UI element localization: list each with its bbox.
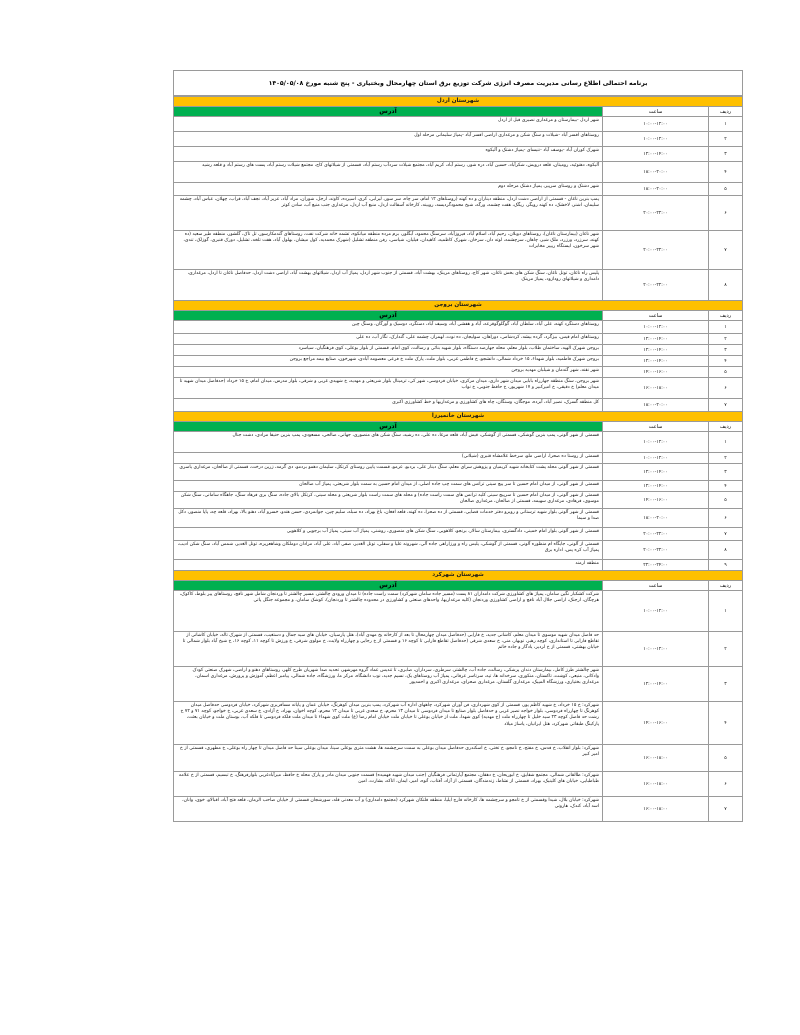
row-time: ۱۲:۰۰-۱۴:۰۰ [602, 464, 708, 480]
county-title: شهرستان خانمیرزا [174, 411, 742, 422]
table-row [174, 492, 742, 509]
row-index: ۵ [708, 492, 742, 508]
row-time: ۱۲:۰۰-۱۴:۰۰ [602, 147, 708, 161]
header-index: ردیف [708, 422, 742, 431]
table-row [174, 367, 742, 378]
row-time: ۱۸:۰۰-۲۰:۰۰ [602, 162, 708, 182]
row-index: ۷ [708, 528, 742, 540]
row-time: ۱۴:۰۰-۱۶:۰۰ [602, 367, 708, 377]
row-address: قسمتی از شهر آلونی، پمپ بنزین گوشکی، قسمتی از گوشکی، قیش آباد، قلعه مرغا، ده علی، ده رشید، سنگ شکن های منصوری، جهانی، صالحی، مسعودی، پمپ بنزین حنیفا مرادی، دشت جنال [232, 433, 599, 438]
header-index: ردیف [708, 311, 742, 320]
row-index: ۱ [708, 432, 742, 452]
table-row [174, 591, 742, 632]
row-address: شهر بروجن، سنگ منطقه جهارراه بابایی میدان شهر داری، میدان مرکزی، خیابان فردوسی، شهر کی، ترمینال بلوار شریعتی و مهدیه، خ شهیدی غربی و شرقی، بلوار مدرس، میدان امام، خ ۱۵ خرداد (حدفاصل میدان شهید تا میدان معلم) خ دقیقی، خ امیرکبیر و ۱۷ شهریور، خ حافظ جنوبی، خ نواب [179, 379, 599, 391]
row-time: ۲۰:۰۰-۲۲:۰۰ [602, 231, 708, 269]
row-index: ۷ [708, 797, 742, 821]
row-time: ۱۸:۰۰-۲۰:۰۰ [602, 399, 708, 411]
row-address: پلیس راه ناغان، تونل ناغان، سنگ شکن های بخش ناغان، شهر کاج، روستاهای مرینک، بهشت آباد، قسمتی از جنوب شهر اردل، پمپاژ آب اردل، شیلاتهای بهشت آباد، اراضی دشت اردل، حدفاصل ناغان تا اردل، مرغداری، دامداری و شیلاتهای رودازود، پمپاژ مرینک [187, 271, 599, 283]
row-address: بروجن شهرک فاطمیه، بلوار شهداء، ۱۵ خرداد شمالی، دانشجو، خ فاطمی غربی، بلوار ملت، پارک ملت خ فرعی معصومه آبادی، شهرخون، صنایع بیمه مراجع بروجن [289, 357, 599, 362]
row-time: ۲۰:۰۰-۲۲:۰۰ [602, 270, 708, 300]
row-index: ۱ [708, 591, 742, 631]
row-address: بروجن شهرک الهیه، ساختمان طلاب، بلوار معلم، محله جهارصد دستگاه، بلوار شهید بنائی و رسالت، کوی امام، قسمتی از بلوار بوعلی، کوی فرهنگیان، سیاسرد [298, 346, 599, 351]
table-row [174, 183, 742, 196]
row-address: شهر نقنه، شهر گندمان و شیلبان مهدیه بروجن [511, 368, 599, 373]
row-time: ۱۶:۰۰-۱۸:۰۰ [602, 797, 708, 821]
row-index: ۳ [708, 464, 742, 480]
row-address: شهرکرد: خ ۱۵ خرداد، خ شهید کاظم پور، قسمتی از کوی شهرداری، فن آوران شهرکرد، چاههای اداره آب شهرکرد، پمپ بنزین میدان کوهرنگ، خیابان عمان و پایانه مسافربری شهرکرد، خیابان فردوسی حدفاصل میدان کوهرنگ تا چهارراه فردوسی، بلوار خواجه نصیر غربی و حدفاصل بلوار صنایع تا میدان فردوسی تا میدان ۱۳ محرم، خ سعدی غربی تا میدان ۱۳ محرم، کوچه اخوان، بهزاد، خ آزادی، خ سعدی غربی، خ خواجو، کوچه ۷۱ و ۷۲ خ رشت حد فاصل کوچه ۲۳ سید خلیل تا چهارراه ملت (خ مهدیه) کوی شهدا، ملت از خیابان بوعلی تا خیابان ملت خیابان امام رضا (ع) ملت کوی شهداء تا میدان ملت فلکه فردوسی تا فلکه آب، بوستان ملت و خیابان بعثت، پارکینگ طبقاتی شهرکرد، هتل ایرانیان، پاساژ میلاد [180, 703, 599, 727]
row-address: شهرک کوران آباد -یوسف آباد -ننیسای -پمپاژ دشتک و آلیکوه [485, 148, 599, 153]
row-time: ۱۰:۰۰-۱۲:۰۰ [602, 321, 708, 333]
header-time: ساعت [602, 107, 708, 116]
row-index: ۴ [708, 702, 742, 744]
row-index: ۸ [708, 541, 742, 559]
row-address: آلیکوه، دهنوئیه، رومیتان، قلعه درویش، شکرآباد، حسین آباد، دره شور، رستم آباد، کریم آباد، مجتمع شیلات سردآب رستم آباد، قسمتی از شیلاتهای کاج، مجتمع شیلات رستم آباد، پست های رستم آباد و قلعه رشید [202, 163, 599, 168]
row-index: ۱ [708, 321, 742, 333]
row-address: قسمتی از شهر آلونی محله پشت کتابخانه شهید کریمیان و پژوهش سرای معلم، سنگ دینار علی، بردبو، عرمو، قسمت پایین روستای کرتکل، سلیمان دهمو بردمو، دی گرمه، زرین درخت، قسمتی از صالحان، مرغداری یاسری [179, 465, 599, 470]
row-index: ۲ [708, 132, 742, 146]
table-row [174, 345, 742, 356]
row-time: ۱۰:۰۰-۱۲:۰۰ [602, 632, 708, 666]
row-address: قسمتی از شهر آلونی، از میدان امام حسین تا سر پیچ سینی ترانس های سمت چپ جاده اصلی، از میدان امام حسین به سمت بلوار شریعتی، پمپاژ آب صالحان [299, 482, 599, 487]
row-index: ۲ [708, 334, 742, 344]
row-index: ۲ [708, 632, 742, 666]
row-address: روستاهای امام قیس، بیژگرد، گرده بیشه، کردشامی، دوراهان، سولیجان، ده نوت، لهمراز، چشمه علی، گندارک، نگار آب، ده علی [356, 335, 599, 340]
row-time: ۱۶:۰۰-۱۸:۰۰ [602, 772, 708, 796]
header-index: ردیف [708, 107, 742, 116]
county-title: شهرستان شهرکرد [174, 570, 742, 581]
row-time: ۱۶:۰۰-۱۸:۰۰ [602, 378, 708, 398]
row-index: ۵ [708, 367, 742, 377]
row-address: شهر دشتک و روستای سرپیر، پمپاژ دشتک مرحله دوم [498, 184, 599, 189]
row-address: قسمتی از شهر آلونی، از میدان امام حسین تا سرپیچ سینی کلیه ترانس های سمت راست جاده) و محله های سمت راست بلوار شریعتی و محله سینی، کرتکل بالای جاده، سنگ بری فرهاد سنگ، جاهگاه سامانی، سنگ شکن موسوی، فرهادی، مرغداری سهیمه، قسمتی از صالحان، مرغداری صالحان [180, 493, 599, 505]
sections-container [174, 96, 742, 821]
row-time: ۱۰:۰۰-۱۲:۰۰ [602, 132, 708, 146]
table-row [174, 132, 742, 147]
row-address: شهرکرد: خیابان بلال، شیدا وقسمتی از خ تامجو و سرچشمه ها، کارخانه فارج ایلیا، منطقه فلتکان شهرکرد (مجتمع دامداری) و آب معدنی قله، سورشجان قسمتی از خیابان صاحب الزمان، قلعه فتح آباد، اقبالاو، خوی، وانان، اسد آباد، کندک، هارونی [182, 798, 599, 810]
row-time: ۱۸:۰۰-۲۰:۰۰ [602, 509, 708, 527]
table-row [174, 231, 742, 270]
row-index: ۷ [708, 231, 742, 269]
table-row [174, 702, 742, 745]
table-row [174, 464, 742, 481]
row-index: ۶ [708, 509, 742, 527]
row-index: ۵ [708, 745, 742, 771]
header-index: ردیف [708, 581, 742, 590]
table-row [174, 453, 742, 464]
row-address: قسمتی از شهر آلونی بلوار امام خمینی، دادگستری، بیمارستان سالار، برنجو، کلاهویی، سنگ شکن های منصوری، روشنی، پمپاژ آب سینی، پمپاژ آب برجویی و کلاهویی [286, 529, 599, 534]
table-header [174, 422, 742, 432]
row-time: ۱۲:۰۰-۱۴:۰۰ [602, 356, 708, 366]
row-time: ۲۰:۰۰-۲۲:۰۰ [602, 196, 708, 230]
header-address: آدرس [174, 107, 602, 116]
row-address: شهر چالشتر طرز کامل، بیمارستان دندان پزشکی، رسالت، جاده آب، چالشتر، سرطری، سرداران، صابری، تا تندیس عماد گروه مهرشهر، تحدید صدا شهریان طرح کلهر، روستاهای دهنو و اراضی، شهرک صنعتی کودک وادکانی، منیعی، کوشت، تاکستان، منکوری، سرخدانه ها، تپه، سرتاسر عرفانی، پمپاژ آب روستاهای یک، نسیم جدید، نوب دانشگاه، مرکز ما، ورزشگاه، جاده شمالی، پیامبر اعظم، آموزش و پرورش، مرغداری اسمان، مرغداری بختیاری، ورزشگاه المپیک، مرغداری گلستان، مرغداری صحرای، مرغداری اکبری و احمدپور [192, 668, 599, 686]
row-address: شهرکرد: بلوار انقلاب، خ فدس، خ مفتح، خ نامجو، خ تختی، خ اسکندری حدفاصل میدان بوعلی به سمت سرچشمه ها، هشت متری بوعلی سینا، میدان بوعلی سینا حد فاصل میدان تا چهار راه بوعلی، خ مطهری، قسمتی از خ امیر کبیر [179, 746, 599, 758]
row-address: شهرکرد: طالقانی شمالی، مجتمع شقایق، خ ابوریحان، خ دهقان، مجتمع آپارتمانی فرهنگیان (جنب میدان شهید فهمیده) قسمت جنوبی میدان مادر و پارک محله خ حافظ، میرآبادغربی بلوارفرهنگ، خ تبسیم، قسمتی از خ علامه طباطبایی، خیابان های کلینیک، بهزاد، قسمتی از نشاط، زندمندگان، قسمتی از آزاد، آفتاب، آتوه، امیر، ایمان، اتاکه، بشارت، امین [178, 773, 599, 785]
table-row [174, 667, 742, 702]
row-time: ۱۰:۰۰-۱۲:۰۰ [602, 591, 708, 631]
county-section [174, 300, 742, 411]
table-row [174, 162, 742, 183]
header-time: ساعت [602, 581, 708, 590]
table-row [174, 772, 742, 797]
row-index: ۵ [708, 183, 742, 195]
row-time: ۱۰:۰۰-۱۲:۰۰ [602, 432, 708, 452]
row-index: ۳ [708, 667, 742, 701]
row-address: شهر ناغان (بیمارستان ناغان)، روستاهای دوبلان، رحیم آباد، اسلام آباد، فیروزآباد، سرسنگ محمود، آبگلور، برم مرده منطقه میانکوه، تشمه خانه شرکت نفت، روستاهای گندمکارسور، تل تاک، گلشور، منطقه طیر سعید (ده کهنه، سرزرد، ورزرد، ملک شیر، چاهان، سرچشمه، لوته دان، سرخان، شهرک کاظمیه، کاهیدان، فیلیان، شیاسی، رفن منطقه تشلیل (شهرک محمدیه، کول میشان، بهلول آباد، هفت تلخه، تشلیل، دورک قنبری، گوزلک، تندی، شهر سرخون، ایستگاه ریپیر مخابرات [183, 232, 599, 250]
row-index: ۳ [708, 147, 742, 161]
row-time: ۱۲:۰۰-۱۴:۰۰ [602, 667, 708, 701]
header-address: آدرس [174, 422, 602, 431]
header-time: ساعت [602, 311, 708, 320]
header-address: آدرس [174, 311, 602, 320]
row-address: روستاهای افسر آباد -شیلات و سنگ شکن و مرغداری اراضی افسر آباد -پمپاژ سلیمانی مرحله اول [414, 133, 599, 138]
table-header [174, 107, 742, 117]
row-index: ۶ [708, 196, 742, 230]
row-time: ۱۲:۰۰-۱۴:۰۰ [602, 334, 708, 344]
county-section [174, 411, 742, 570]
row-time: ۱۰:۰۰-۱۲:۰۰ [602, 117, 708, 131]
row-address: حد فاصل میدان شهید موسوی تا میدان معلم، کاشانی جدید، خ فارابی (حدفاصل میدان چهارمحال تا بعد از کارخانه یخ مهدی آباد)، هتل پارسیان، خیابان های سید جمال و دستغیب، قسمتی از شهرک تاله، خیابان کاشانی از تقاطع فارابی تا استانداری، کوچه رهبر، نوبهار، منی، خ سعدی شرقی (حدفاصل تقاطع فارابی تا کوچه ۱۶ و قسمتی از خ رجایی و چهارراه ولایت، خ مولوی شرقی، خ ورزش تا کوچه ۱۱، کوچه ۱۶، خ شیخ آباد بلوار شمالی تا خیابان بهشتی، قسمتی از خ لردیر، یادگار و جاده خاتم [182, 633, 599, 651]
table-row [174, 196, 742, 231]
row-address: روستاهای دستگرد کهنه، علی آباد، سلطان آباد، گوگلوگوقرعه، آباد و هفشی آباد، وسیف آباد، دستگرد، دوسیک و آورگان، وسنگ چین [351, 322, 599, 327]
table-row [174, 321, 742, 334]
row-index: ۲ [708, 453, 742, 463]
county-title: شهرستان بروجن [174, 300, 742, 311]
row-index: ۴ [708, 162, 742, 182]
county-section [174, 96, 742, 300]
table-row [174, 270, 742, 300]
county-section [174, 570, 742, 821]
row-index: ۴ [708, 356, 742, 366]
row-address: شهر اردل -بیمارستان و مرغداری نصیری قبل از اردل [498, 118, 599, 123]
row-index: ۷ [708, 399, 742, 411]
header-time: ساعت [602, 422, 708, 431]
table-row [174, 797, 742, 821]
row-time: ۱۶:۰۰-۱۸:۰۰ [602, 745, 708, 771]
row-time: ۱۴:۰۰-۱۶:۰۰ [602, 702, 708, 744]
row-time: ۱۲:۰۰-۱۴:۰۰ [602, 481, 708, 491]
table-row [174, 399, 742, 411]
row-address: شرکت کشکبار نگین سامان، پمپاژ های کشاورزی شرکت دامداران ۸۱ پست (مسیر جاده سامان شهرکرد) سمت راست جاده) تا میدان ورودی چالشتر، مسیر چالشتر تا وردنجان شامل شهر نافچ، روستاهای پیر بلوط، کاکوک، هرچگان، ارجنک، اراضی جلال آباد نافچ و اراضی کشاورزی وردنجان (کلیه مرغداریها، واحدهای صنعتی و کشاورزی در محدوده چالشتر تا وردنجان)، کوشک سامان، و مجموعه جنگل پاتی [179, 592, 599, 604]
row-index: ۴ [708, 481, 742, 491]
row-index: ۶ [708, 772, 742, 796]
row-address: پمپ بنزین ناغان - قسمتی از اراضی دشت اردل، منطقه دیناران و ده کهنه (روستاهای ۱۲ امام، سر چاه، سر سور، لیرابی، کری، اسپرده، کاوند، ارجل، شوران، مراد آباد، عزیز آباد، نجف آباد، قراب، چهلان، عباس آباد، چشمه سلیمان، اشنر، لاخشک، ده کهنه رویگر، ریگک، هفت چشمه، ورگه، شیخ محمودگردیسه، رویینه، کارخانه آسفالت اردل، منبع آب اردل، مرغداری جنب منبع آب، سادن کوتر [179, 197, 599, 209]
table-header [174, 581, 742, 591]
row-address: کل منطقه گسرک، نصیر آباد، آبرده، موجگان، وسنگان، چاه های کشاورزی و مرغداریها و خط کشاورزی اکبری [392, 400, 599, 405]
row-address: منطقه ارمند [575, 561, 599, 566]
row-address: قسمتی از آلونی، جایگاه ام منظوره آلونی، قسمتی از گوشکی، پلیس راه و ورزاراهی جاده آلی، شهرونه علیا و سفلی، تونل الغدیر، صفی آباد، علی آباد، مرادان دوملکان وشاهعزیزه، تونل الغدیر، شمس آباد، سنگ شکن ادیب، پمپاژ آب کره پس، اداره برق [177, 542, 599, 554]
table-row [174, 432, 742, 453]
row-index: ۳ [708, 345, 742, 355]
table-row [174, 528, 742, 541]
county-title: شهرستان اردل [174, 96, 742, 107]
row-time: ۲۰:۰۰-۲۲:۰۰ [602, 528, 708, 540]
header-address: آدرس [174, 581, 602, 590]
table-row [174, 541, 742, 560]
row-time: ۲۰:۰۰-۲۲:۰۰ [602, 541, 708, 559]
table-row [174, 356, 742, 367]
table-row [174, 560, 742, 570]
table-row [174, 745, 742, 772]
row-index: ۹ [708, 560, 742, 570]
table-row [174, 334, 742, 345]
announcement-sheet [173, 70, 743, 822]
row-time: ۱۴:۰۰-۱۶:۰۰ [602, 492, 708, 508]
row-time: ۱۲:۰۰-۱۴:۰۰ [602, 345, 708, 355]
row-time: ۱۸:۰۰-۲۰:۰۰ [602, 183, 708, 195]
table-row [174, 378, 742, 399]
row-address: قسمتی از شهر آلونی بلوار شهید ترستانی و روبرو دفتر خدمات قضایی، قسمتی از ده صحرا، ده کهنه، قلعه افغان، باغ بهراد، ده سبله، سلیم چین، جوانمردی، حسن هندو، خسرو آباد، دهنو بالا، بهراد، قلعه چه، پاپا منصور، دکل صدا و سیما [178, 510, 599, 522]
table-row [174, 632, 742, 667]
table-row [174, 147, 742, 162]
table-row [174, 117, 742, 132]
document-title: برنامه احتمالی اطلاع رسانی مدیریت مصرف انرژی شرکت توزیع برق استان چهارمحال وبختیاری - پنج شنبه مورخ ۱۴۰۵/۰۵/۰۸ [174, 71, 742, 96]
row-time: ۲۲:۰۰-۲۴:۰۰ [602, 560, 708, 570]
row-address: قسمتی از روستا ده صحرا، اراضی ملو، سرخط غلامشاه قنبری (شیلانی) [461, 454, 599, 459]
row-index: ۱ [708, 117, 742, 131]
row-index: ۸ [708, 270, 742, 300]
table-row [174, 481, 742, 492]
table-header [174, 311, 742, 321]
table-row [174, 509, 742, 528]
row-time: ۱۰:۰۰-۱۲:۰۰ [602, 453, 708, 463]
row-index: ۶ [708, 378, 742, 398]
